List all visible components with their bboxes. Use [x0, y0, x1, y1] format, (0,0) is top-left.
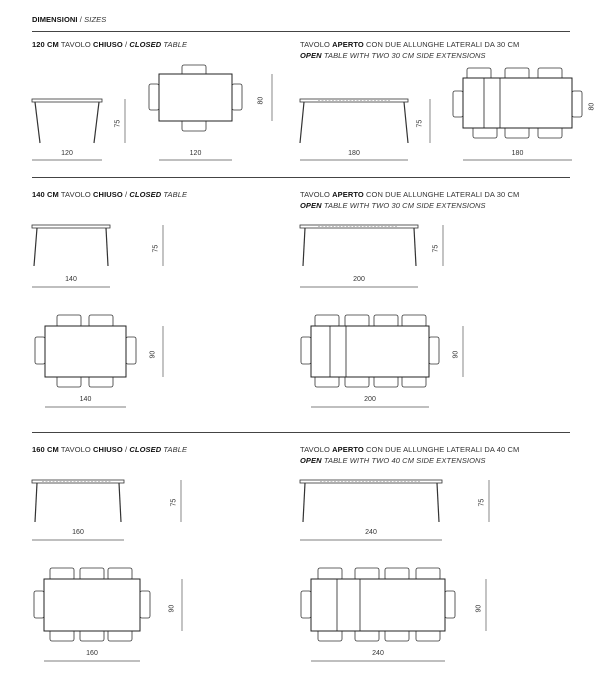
title-en: SIZES: [84, 15, 107, 24]
heading-part: /: [122, 190, 130, 199]
dim-width: 120: [61, 150, 73, 157]
dim-height: 75: [170, 498, 178, 507]
dim-depth: 90: [168, 604, 176, 613]
dim-width: 180: [511, 150, 524, 157]
heading-part: TAVOLO: [300, 40, 333, 49]
heading-part: APERTO: [332, 190, 364, 199]
dim-depth: 90: [475, 604, 483, 613]
size-label: 160 CM: [32, 445, 59, 454]
size-label: 120 CM: [32, 40, 59, 49]
dim-width: 140: [79, 396, 92, 403]
heading-part: CHIUSO: [93, 40, 123, 49]
dim-width: 240: [365, 529, 377, 536]
dim-width: 160: [86, 650, 98, 657]
heading-part: CLOSED: [129, 40, 162, 49]
heading-part: CLOSED: [129, 445, 162, 454]
dim-width: 180: [348, 150, 360, 157]
heading-part: OPEN: [300, 51, 322, 60]
heading-part: /: [122, 445, 130, 454]
heading-part: TABLE: [161, 445, 188, 454]
dim-width: 200: [364, 396, 376, 403]
heading-part: TAVOLO: [300, 190, 333, 199]
heading-part: CON DUE ALLUNGHE LATERALI DA 40 CM: [363, 445, 520, 454]
heading-part: APERTO: [332, 40, 364, 49]
dim-depth: 80: [588, 102, 596, 111]
title-it: DIMENSIONI: [32, 15, 78, 24]
dim-width: 140: [65, 276, 77, 283]
dim-depth: 90: [149, 350, 157, 359]
dim-height: 75: [432, 244, 440, 253]
heading-part: CHIUSO: [93, 445, 123, 454]
heading-part: TAVOLO: [58, 445, 94, 454]
dim-width: 120: [189, 150, 202, 157]
heading-part: OPEN: [300, 201, 322, 210]
dim-width: 160: [72, 529, 84, 536]
dim-depth: 90: [452, 350, 460, 359]
title-sep: /: [77, 15, 85, 24]
heading-part: CHIUSO: [93, 190, 123, 199]
heading-part: TAVOLO: [300, 445, 333, 454]
dim-width: 240: [372, 650, 384, 657]
dim-height: 75: [416, 119, 424, 128]
dim-depth: 80: [257, 96, 265, 105]
heading-part: TAVOLO: [58, 190, 94, 199]
heading-part: TABLE WITH TWO 30 CM SIDE EXTENSIONS: [321, 201, 486, 210]
dim-height: 75: [152, 244, 160, 253]
heading-part: OPEN: [300, 456, 322, 465]
dim-height: 75: [114, 119, 122, 128]
heading-part: TAVOLO: [58, 40, 94, 49]
heading-part: TABLE WITH TWO 30 CM SIDE EXTENSIONS: [321, 51, 486, 60]
heading-part: TABLE: [161, 190, 188, 199]
heading-part: TABLE WITH TWO 40 CM SIDE EXTENSIONS: [321, 456, 486, 465]
heading-part: CON DUE ALLUNGHE LATERALI DA 30 CM: [363, 190, 520, 199]
heading-part: CON DUE ALLUNGHE LATERALI DA 30 CM: [363, 40, 520, 49]
heading-part: TABLE: [161, 40, 188, 49]
dim-width: 200: [353, 276, 365, 283]
heading-part: /: [122, 40, 130, 49]
heading-part: CLOSED: [129, 190, 162, 199]
heading-part: APERTO: [332, 445, 364, 454]
dim-height: 75: [478, 498, 486, 507]
size-label: 140 CM: [32, 190, 59, 199]
